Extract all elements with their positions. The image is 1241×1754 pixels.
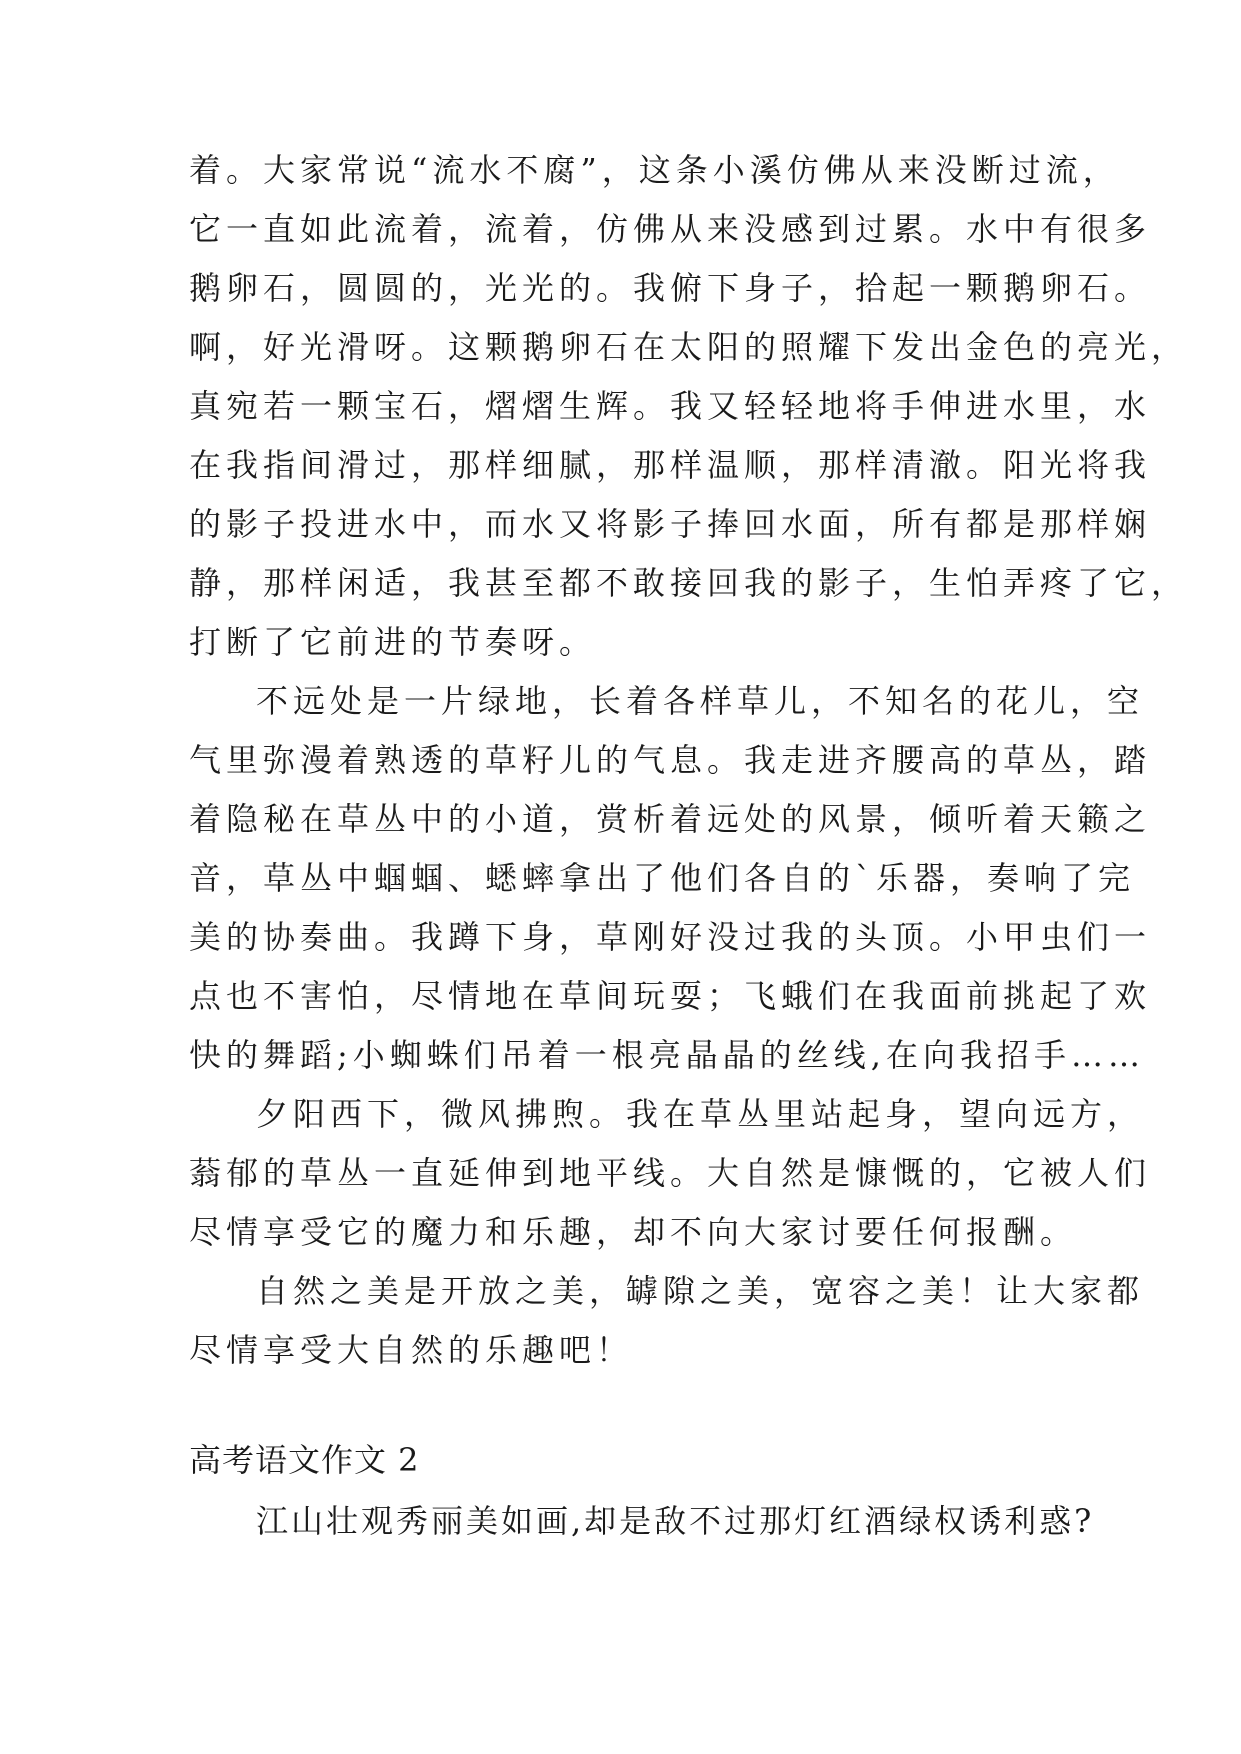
text-line-9: 打断了它前进的节奏呀。 (189, 623, 597, 661)
text-line-13: 音，草丛中蝈蝈、蟋蟀拿出了他们各自的`乐器，奏响了完 (189, 859, 1136, 897)
text-line-14: 美的协奏曲。我蹲下身，草刚好没过我的头顶。小甲虫们一 (189, 918, 1152, 956)
text-line-4: 啊，好光滑呀。这颗鹅卵石在太阳的照耀下发出金色的亮光， (189, 328, 1189, 366)
text-line-16: 快的舞蹈;小蜘蛛们吊着一根亮晶晶的丝线,在向我招手…… (189, 1036, 1145, 1074)
section-heading: 高考语文作文 2 (189, 1441, 420, 1479)
text-line-10: 不远处是一片绿地，长着各样草儿，不知名的花儿，空 (256, 682, 1145, 720)
text-line-3: 鹅卵石，圆圆的，光光的。我俯下身子，拾起一颗鹅卵石。 (189, 269, 1152, 307)
text-line-1: 着。大家常说“流水不腐”，这条小溪仿佛从来没断过流， (189, 151, 1120, 189)
text-line-11: 气里弥漫着熟透的草籽儿的气息。我走进齐腰高的草丛，踏 (189, 741, 1152, 779)
text-line-5: 真宛若一颗宝石，熠熠生辉。我又轻轻地将手伸进水里，水 (189, 387, 1152, 425)
text-line-7: 的影子投进水中，而水又将影子捧回水面，所有都是那样娴 (189, 505, 1152, 543)
text-line-12: 着隐秘在草丛中的小道，赏析着远处的风景，倾听着天籁之 (189, 800, 1152, 838)
text-line-last: 江山壮观秀丽美如画,却是敌不过那灯红酒绿权诱利惑? (256, 1502, 1095, 1540)
text-line-19: 尽情享受它的魔力和乐趣，却不向大家讨要任何报酬。 (189, 1213, 1078, 1251)
text-line-15: 点也不害怕，尽情地在草间玩耍；飞蛾们在我面前挑起了欢 (189, 977, 1152, 1015)
text-line-8: 静，那样闲适，我甚至都不敢接回我的影子，生怕弄疼了它， (189, 564, 1189, 602)
text-line-2: 它一直如此流着，流着，仿佛从来没感到过累。水中有很多 (189, 210, 1152, 248)
text-line-17: 夕阳西下，微风拂煦。我在草丛里站起身，望向远方， (256, 1095, 1145, 1133)
text-line-6: 在我指间滑过，那样细腻，那样温顺，那样清澈。阳光将我 (189, 446, 1152, 484)
text-line-18: 蓊郁的草丛一直延伸到地平线。大自然是慷慨的，它被人们 (189, 1154, 1152, 1192)
text-line-20: 自然之美是开放之美，罅隙之美，宽容之美！让大家都 (256, 1272, 1145, 1310)
text-line-21: 尽情享受大自然的乐趣吧！ (189, 1331, 634, 1369)
